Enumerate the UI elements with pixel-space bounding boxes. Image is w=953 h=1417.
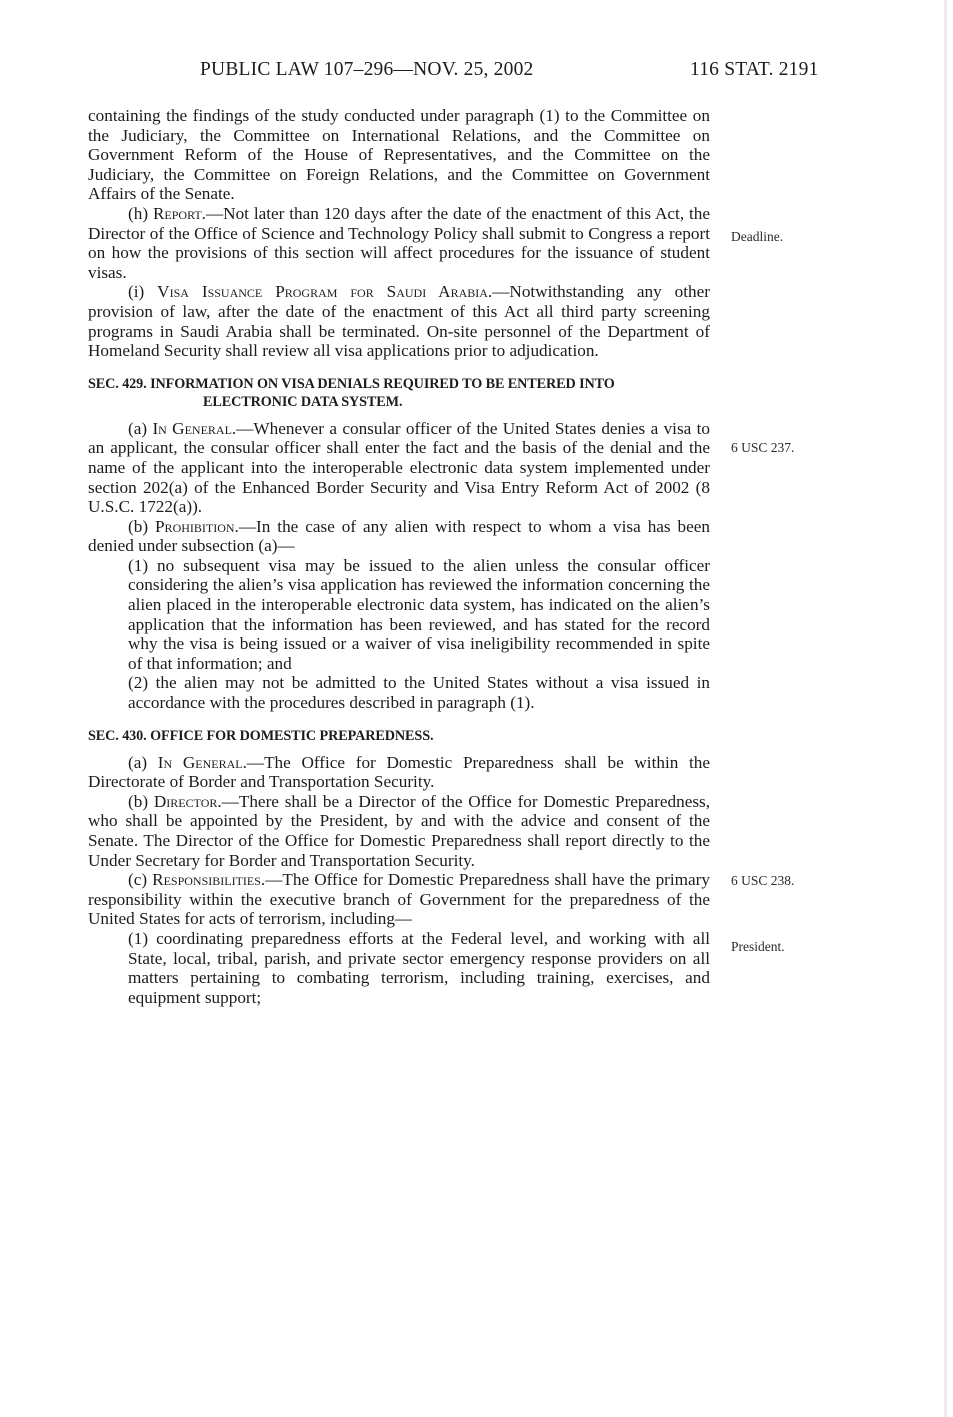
s430-c-heading: Responsibilities. [152,870,266,890]
s429-a-text: —Whenever a consular officer of the United States denies a visa to an applicant, the consular officer shall enter the fact and the basis of the denial and the name of the applicant into the interoperable electronic data system implemented under section 202(a) of the Enhanced Border Security and Visa Entry Reform Act of 2002 (8 U.S.C. 1722(a)). [88,418,710,517]
margin-note-6-usc-237: 6 USC 237. [731,440,795,455]
section-429-subsection-b [88,517,710,556]
subsection-h-heading: Report. [152,203,206,223]
subsection-i-text: —Notwithstanding any other provision of law, after the date of the enactment of this Act all third party screening programs in Saudi Arabia shall be terminated. On-site personnel of the Department of Homeland Security shall review all visa applications prior to adjudication. [88,282,710,361]
statute-body [88,106,710,1007]
s430-a-label: (a) [128,752,148,772]
s429-b-label: (b) [128,516,149,536]
subsection-i-label: (i) [128,282,145,302]
section-429-heading: SEC. 429. INFORMATION ON VISA DENIALS REQUIRED TO BE ENTERED INTO ELECTRONIC DATA SYSTEM. [88,375,615,410]
margin-note-president: President. [731,939,785,954]
section-429-paragraph-1: (1) no subsequent visa may be issued to the alien unless the consular officer considering the alien’s visa application has reviewed the information concerning the alien placed in the interoperable electronic data system, has indicated on the alien’s application that the information has been reviewed, and has stated for the record why the visa is being issued or a waiver of visa ineligibility recommended in spite of that information; and [128,555,710,673]
page-edge-shadow [944,0,947,1417]
continuation-paragraph: containing the findings of the study conducted under paragraph (1) to the Committee on the Judiciary, the Committee on International Relations, and the Committee on Government Reform of the House of Representatives, and the Committee on the Judiciary, the Committee on Foreign Relations, and the Committee on Government Affairs of the Senate. [88,106,710,204]
s429-b-text: —In the case of any alien with respect to whom a visa has been denied under subsection (a)— [88,516,710,556]
section-429-subsection-a [88,419,710,517]
section-430-heading: SEC. 430. OFFICE FOR DOMESTIC PREPAREDNESS. [88,727,434,744]
section-430-subsection-a [88,753,710,792]
header-stat-page: 116 STAT. 2191 [690,59,819,80]
section-429-paragraph-2: (2) the alien may not be admitted to the United States without a visa issued in accordance with the procedures described in paragraph (1). [128,673,710,713]
subsection-i-heading: Visa Issuance Program for Saudi Arabia. [157,282,493,302]
s429-b-heading: Prohibition. [155,516,239,536]
section-430-subsection-b [88,792,710,870]
subsection-h-label: (h) [128,203,149,223]
s429-a-label: (a) [128,418,148,438]
section-430-paragraph-1: (1) coordinating preparedness efforts at the Federal level, and working with all State, local, tribal, parish, and private sector emergency response providers on all matters pertaining to combating terrorism, including training, exercises, and equipment support; [128,928,710,1007]
s429-a-heading: In General. [152,418,237,438]
s430-c-text: —The Office for Domestic Preparedness shall have the primary responsibility within the executive branch of Government for the preparedness of the United States for acts of terrorism, including— [88,870,710,929]
section-430-subsection-c [88,870,710,929]
s430-b-label: (b) [128,791,149,811]
s430-a-text: —The Office for Domestic Preparedness shall be within the Directorate of Border and Transportation Security. [88,752,710,792]
margin-note-deadline: Deadline. [731,229,784,244]
subsection-h [88,204,710,282]
subsection-h-text: —Not later than 120 days after the date of the enactment of this Act, the Director of the Office of Science and Technology Policy shall submit to Congress a report on how the provisions of this section will affect procedures for the issuance of student visas. [88,203,711,282]
margin-note-6-usc-238: 6 USC 238. [731,873,795,888]
s430-b-heading: Director. [153,791,222,811]
s430-b-text: —There shall be a Director of the Office for Domestic Preparedness, who shall be appointed by the President, by and with the advice and consent of the Senate. The Director of the Office for Domestic Preparedness shall report directly to the Under Secretary for Border and Transportation Security. [88,791,711,870]
s430-a-heading: In General. [157,752,247,772]
subsection-i [88,282,710,360]
header-public-law: PUBLIC LAW 107–296—NOV. 25, 2002 [200,59,534,80]
s430-c-label: (c) [128,870,148,890]
